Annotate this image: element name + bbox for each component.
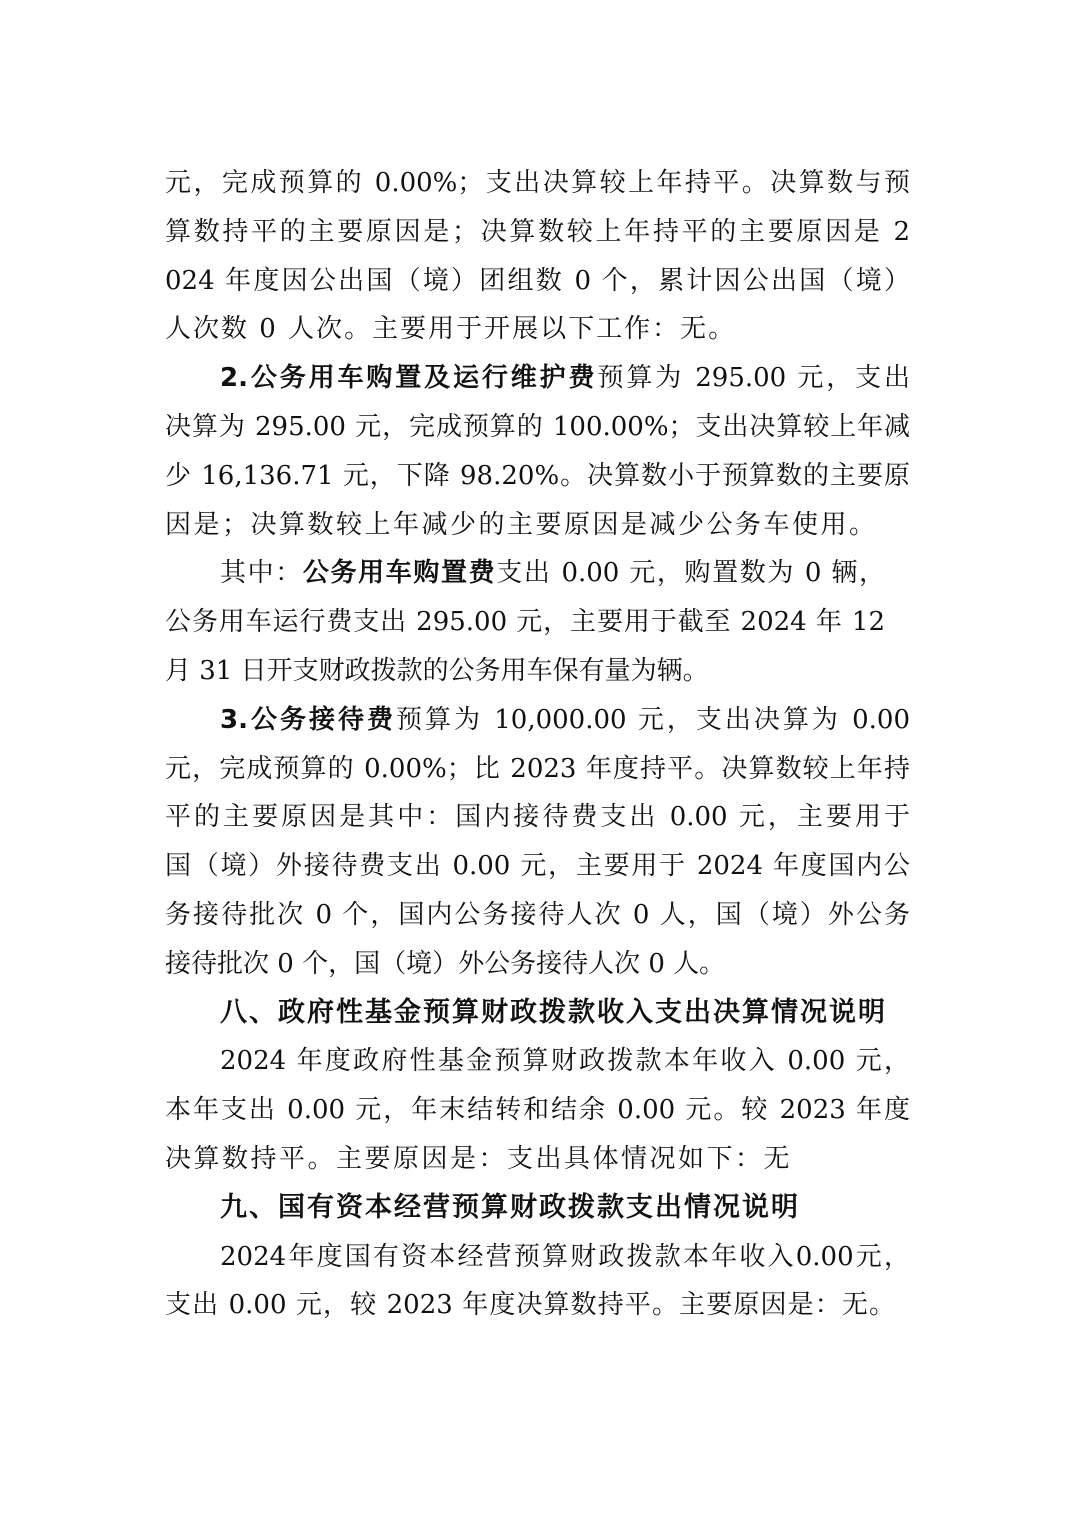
body-line: 决算数持平。主要原因是：支出具体情况如下：无: [165, 1143, 793, 1174]
body-line: 支出 0.00 元，较 2023 年度决算数持平。主要原因是：无。: [165, 1290, 895, 1321]
body-line: 人次数 0 人次。主要用于开展以下工作：无。: [165, 314, 737, 345]
body-line: 公务用车运行费支出 295.00 元，主要用于截至 2024 年 12: [165, 607, 885, 638]
item-3-title: 3.公务接待费: [220, 704, 396, 735]
body-line-item-2: [165, 354, 910, 403]
body-line: 平的主要原因是其中：国内接待费支出 0.00 元，主要用于: [165, 802, 910, 833]
item-3-text: 预算为 10,000.00 元，支出决算为 0.00: [395, 704, 910, 735]
section-heading-8: 八、政府性基金预算财政拨款收入支出决算情况说明: [220, 996, 887, 1028]
purchase-prefix: 其中：: [220, 558, 303, 589]
body-line: 因是；决算数较上年减少的主要原因是减少公务车使用。: [165, 509, 878, 540]
body-line: 国（境）外接待费支出 0.00 元，主要用于 2024 年度国内公: [165, 851, 910, 882]
body-line: 元，完成预算的 0.00%；比 2023 年度持平。决算数较上年持: [165, 753, 910, 784]
body-line: 少 16,136.71 元，下降 98.20%。决算数小于预算数的主要原: [165, 460, 910, 491]
body-line: 月 31 日开支财政拨款的公务用车保有量为辆。: [165, 655, 709, 686]
body-line: 务接待批次 0 个，国内公务接待人次 0 人，国（境）外公务: [165, 899, 910, 930]
purchase-text: 支出 0.00 元，购置数为 0 辆，: [496, 558, 885, 589]
purchase-title: 公务用车购置费: [302, 558, 497, 589]
body-line: 算数持平的主要原因是；决算数较上年持平的主要原因是 2: [165, 216, 910, 247]
body-line: 024 年度因公出国（境）团组数 0 个，累计因公出国（境）: [165, 265, 910, 296]
body-line: 本年支出 0.00 元，年末结转和结余 0.00 元。较 2023 年度: [165, 1095, 910, 1126]
body-line-purchase: [165, 549, 885, 598]
body-line: 2024年度国有资本经营预算财政拨款本年收入0.00元，: [220, 1241, 910, 1272]
body-line: 2024 年度政府性基金预算财政拨款本年收入 0.00 元，: [220, 1046, 910, 1077]
item-2-text: 预算为 295.00 元，支出: [597, 363, 910, 394]
item-2-title: 2.公务用车购置及运行维护费: [220, 363, 598, 394]
body-line: 接待批次 0 个，国（境）外公务接待人次 0 人。: [165, 948, 726, 979]
body-line: 元，完成预算的 0.00%；支出决算较上年持平。决算数与预: [165, 168, 910, 198]
body-line-item-3: [165, 696, 910, 745]
body-line: 决算为 295.00 元，完成预算的 100.00%；支出决算较上年减: [165, 411, 910, 442]
section-heading-9: 九、国有资本经营预算财政拨款支出情况说明: [220, 1191, 800, 1223]
document-body: [165, 159, 910, 1330]
